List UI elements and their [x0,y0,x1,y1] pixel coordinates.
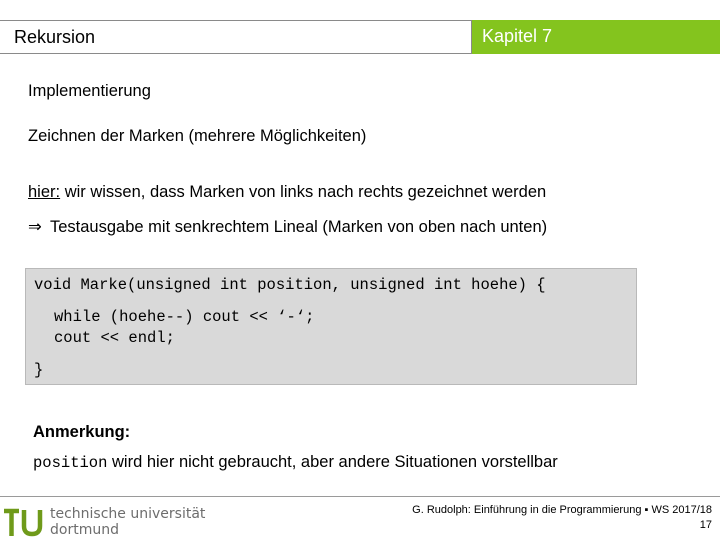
tu-logo-icon [2,506,46,538]
note-title: Anmerkung: [33,423,131,441]
explanation-text: wir wissen, dass Marken von links nach rechts gezeichnet werden [60,183,547,201]
chapter-title: Kapitel 7 [482,26,553,46]
logo-text-line1: technische universität [50,506,206,522]
note-code: position [33,454,108,472]
implication-text: Testausgabe mit senkrechtem Lineal (Marken von oben nach unten) [50,218,548,236]
code-block [25,268,637,385]
code-line: } [34,361,44,379]
footer-credit: G. Rudolph: Einführung in die Programmierung ▪ WS 2017/18 [412,504,712,516]
header-title-bar [0,20,472,54]
note-line [33,453,558,472]
implication-line [28,217,547,237]
code-line: cout << endl; [54,329,175,347]
logo-text-line2: dortmund [50,522,119,538]
header-title: Rekursion [14,27,96,47]
explanation-line [28,183,546,202]
university-logo [2,502,206,540]
footer-info [372,503,712,533]
code-line: void Marke(unsigned int position, unsigned int hoehe) { [34,276,546,294]
subtitle: Zeichnen der Marken (mehrere Möglichkeiten) [28,127,367,145]
page-number: 17 [699,519,712,531]
chapter-banner [472,20,720,54]
footer-divider [0,496,720,497]
explanation-prefix: hier: [28,183,61,201]
note-text: wird hier nicht gebraucht, aber andere Situationen vorstellbar [107,453,558,471]
implies-arrow-icon: ⇒ [28,217,42,236]
section-title: Implementierung [28,82,151,100]
code-line: while (hoehe--) cout << ‘-‘; [54,308,315,326]
